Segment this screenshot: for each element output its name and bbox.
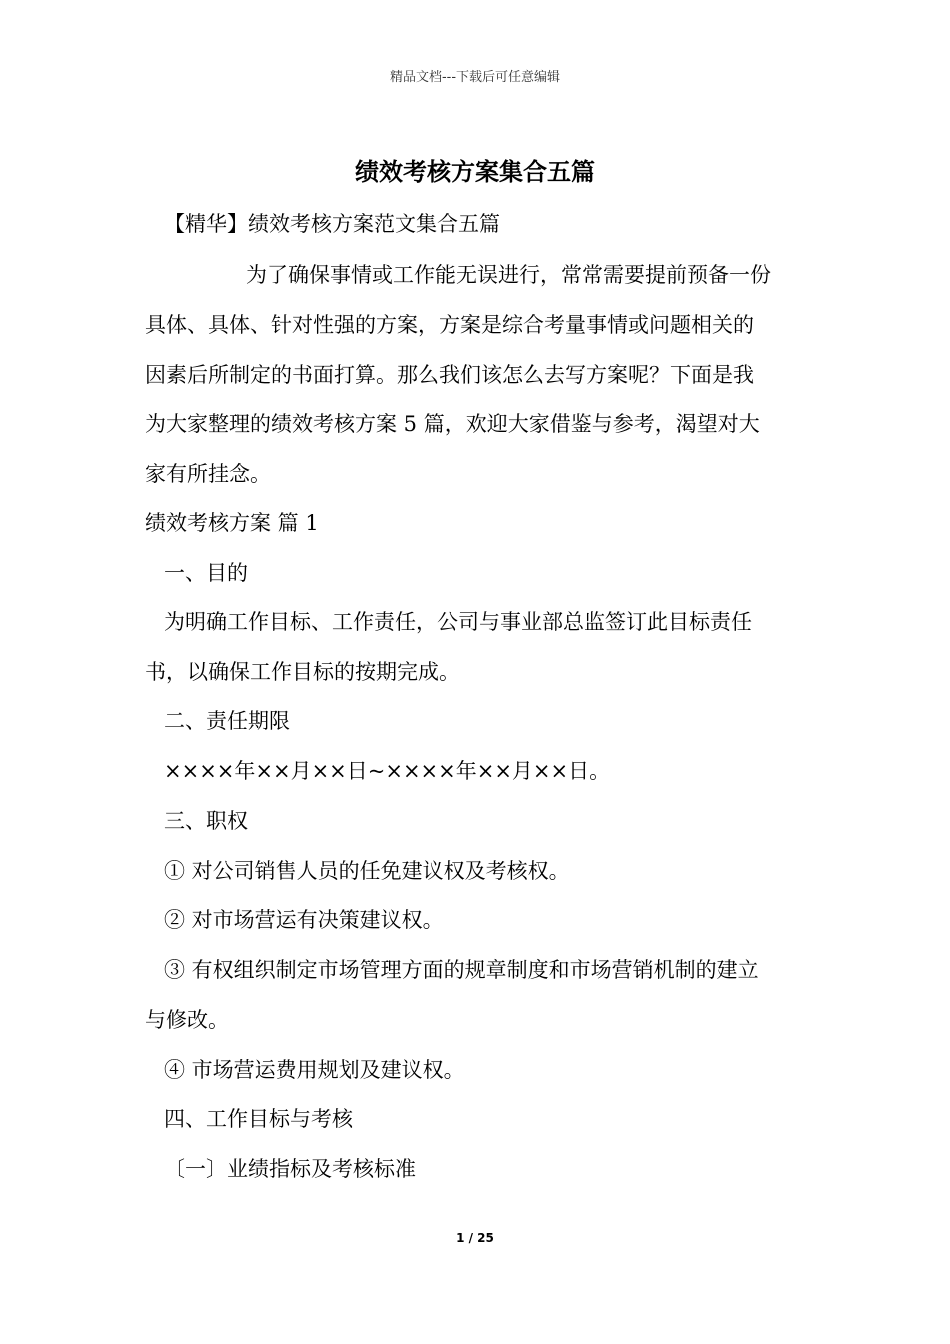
power-item-3: ③ 有权组织制定市场管理方面的规章制度和市场营销机制的建立 — [164, 958, 759, 982]
item1-line-1: 为明确工作目标、工作责任，公司与事业部总监签订此目标责任 — [164, 610, 752, 634]
item2-text: ××××年××月××日~××××年××月××日。 — [164, 759, 611, 783]
item2-heading: 二、责任期限 — [164, 709, 290, 733]
intro-line-1: 为了确保事情或工作能无误进行，常常需要提前预备一份 — [246, 263, 771, 287]
item4-heading: 四、工作目标与考核 — [164, 1107, 353, 1131]
power-item-3-cont: 与修改。 — [145, 1008, 229, 1032]
intro-line-4: 为大家整理的绩效考核方案 5 篇，欢迎大家借鉴与参考，渴望对大 — [145, 412, 760, 436]
power-item-4: ④ 市场营运费用规划及建议权。 — [164, 1058, 465, 1082]
intro-line-5: 家有所挂念。 — [145, 462, 271, 486]
subitem1-heading: 〔一〕业绩指标及考核标准 — [164, 1157, 416, 1181]
power-item-1: ① 对公司销售人员的任免建议权及考核权。 — [164, 859, 570, 883]
item1-heading: 一、目的 — [164, 561, 248, 585]
power-item-2: ② 对市场营运有决策建议权。 — [164, 908, 444, 932]
section-heading: 绩效考核方案 篇 1 — [145, 511, 319, 535]
intro-line-2: 具体、具体、针对性强的方案，方案是综合考量事情或问题相关的 — [145, 313, 754, 337]
document-subtitle: 【精华】绩效考核方案范文集合五篇 — [164, 212, 500, 236]
item1-line-2: 书，以确保工作目标的按期完成。 — [145, 660, 460, 684]
page-indicator: 1 / 25 — [456, 1231, 494, 1245]
item3-heading: 三、职权 — [164, 809, 248, 833]
header-note: 精品文档---下载后可任意编辑 — [389, 70, 561, 85]
document-title: 绩效考核方案集合五篇 — [355, 158, 595, 186]
intro-line-3: 因素后所制定的书面打算。那么我们该怎么去写方案呢？下面是我 — [145, 363, 754, 387]
